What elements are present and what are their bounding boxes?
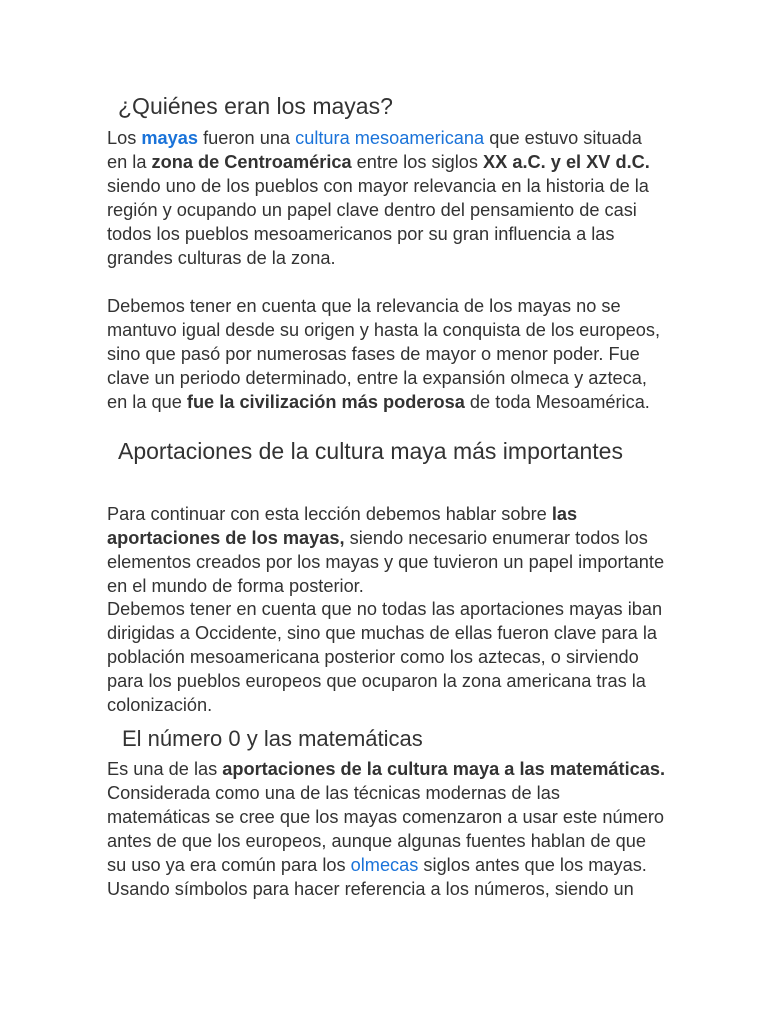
text-run: siglos antes que los mayas. Usando símbolos para hacer referencia a los números, siendo un [107,855,647,900]
heading-numero-cero: El número 0 y las matemáticas [122,726,423,751]
heading-quienes-eran-los-mayas: ¿Quiénes eran los mayas? [118,93,393,119]
bold-text: fue la civilización más poderosa [186,392,465,413]
text-run: entre los siglos [351,152,484,173]
text-run: Para continuar con esta lección debemos hablar sobre [107,504,552,524]
bold-text: aportaciones de la cultura maya a las matemáticas. [222,759,666,779]
paragraph-occidente [107,597,667,717]
heading-aportaciones: Aportaciones de la cultura maya más importantes [118,438,623,464]
text-run: fueron una [198,128,296,148]
paragraph-aportaciones [107,502,667,598]
text-run: de toda Mesoamérica. [464,392,650,413]
bold-text: zona de Centroamérica [151,152,352,173]
paragraph-relevancia [107,294,667,414]
paragraph-matematicas [107,757,667,902]
paragraph-intro [107,126,667,271]
text-run: que estuvo situada en la [107,128,642,173]
text-run: siendo necesario enumerar todos los elementos creados por los mayas y que tuvieron un papel importante en el mundo de forma posterior. [107,528,665,597]
link-cultura-mesoamericana[interactable]: cultura mesoamericana [295,128,485,148]
link-olmecas[interactable]: olmecas [350,855,419,876]
text-run: Considerada como una de las técnicas modernas de las matemáticas se cree que los mayas comenzaron a usar este número antes de que los europeos, aunque algunas fuentes hablan de que su uso ya era común para los [107,783,665,876]
text-run: Es una de las [107,759,223,779]
text-run: Los [107,128,142,148]
text-run: Debemos tener en cuenta que la relevancia de los mayas no se mantuvo igual desde su origen y hasta la conquista de los europeos, sino que pasó por numerosas fases de mayor o menor poder. Fue clave un periodo determinado, entre la expansión olmeca y azteca, en la que [107,296,661,413]
text-run: siendo uno de los pueblos con mayor relevancia en la historia de la región y ocupando un papel clave dentro del pensamiento de casi todos los pueblos mesoamericanos por su gran influencia a las grandes culturas de la zona. [107,176,649,269]
bold-text: las aportaciones de los mayas, [107,504,578,549]
bold-text: XX a.C. y el XV d.C. [483,152,650,173]
text-run: Debemos tener en cuenta que no todas las aportaciones mayas iban dirigidas a Occidente, sino que muchas de ellas fueron clave para la población mesoamericana posterior como los aztecas, o sirviendo para los pueblos europeos que ocuparon la zona americana tras la colonización. [107,599,663,716]
link-mayas[interactable]: mayas [141,128,199,148]
